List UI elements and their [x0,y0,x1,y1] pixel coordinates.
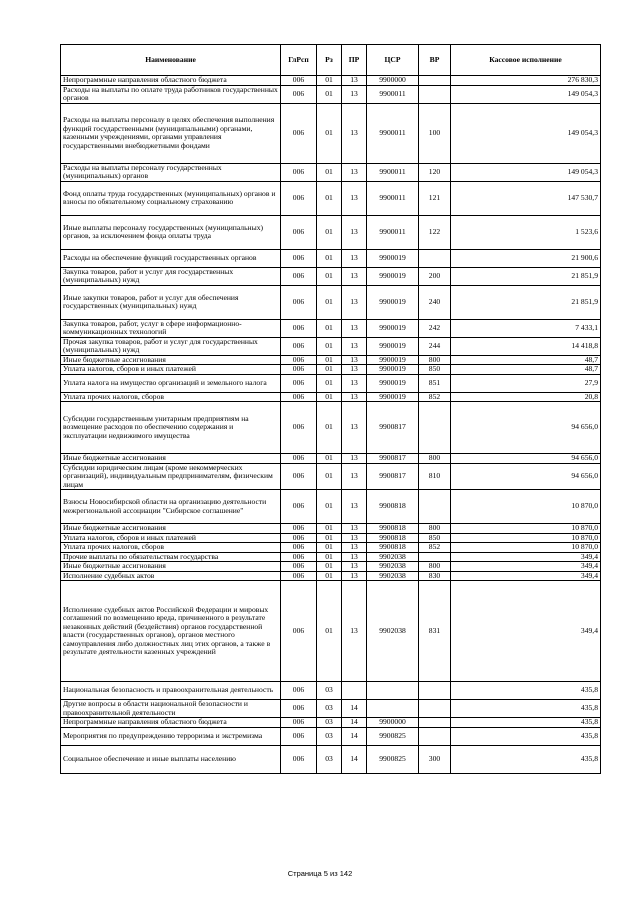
cell-name: Расходы на обеспечение функций государственных органов [61,249,281,267]
header-sum: Кассовое исполнение [451,45,601,76]
cell-sum: 10 870,0 [451,533,601,543]
cell-rz: 01 [317,571,342,581]
cell-sum: 48,7 [451,355,601,365]
cell-sum: 48,7 [451,365,601,375]
table-row [61,543,601,553]
cell-rz: 01 [317,355,342,365]
table-row [61,682,601,700]
cell-name: Исполнение судебных актов Российской Федерации и мировых соглашений по возмещению вреда, причиненного в результате незаконных действий (бездействия) органов государственной власти (государственных органов), органов местного самоуправления либо должностных лиц этих органов, а также в результате деятельности казенных учреждений [61,581,281,682]
cell-vr: 852 [419,543,451,553]
cell-rz: 01 [317,249,342,267]
cell-rz: 01 [317,533,342,543]
cell-vr [419,490,451,524]
cell-vr: 300 [419,745,451,773]
cell-sum: 27,9 [451,374,601,392]
cell-csr: 9900818 [367,533,419,543]
cell-vr: 850 [419,365,451,375]
table-row [61,285,601,319]
cell-vr: 831 [419,581,451,682]
cell-pr: 13 [342,463,367,490]
cell-glrsp: 006 [281,700,317,718]
cell-csr: 9900019 [367,249,419,267]
cell-glrsp: 006 [281,337,317,355]
cell-vr: 121 [419,181,451,215]
cell-sum: 10 870,0 [451,543,601,553]
cell-vr: 852 [419,392,451,402]
cell-pr: 13 [342,76,367,86]
cell-rz: 01 [317,267,342,285]
cell-glrsp: 006 [281,355,317,365]
cell-sum: 349,4 [451,562,601,572]
cell-rz: 01 [317,454,342,464]
cell-pr: 13 [342,392,367,402]
table-row [61,249,601,267]
cell-pr: 13 [342,355,367,365]
cell-rz: 01 [317,552,342,562]
cell-glrsp: 006 [281,524,317,534]
cell-pr: 13 [342,552,367,562]
cell-name: Расходы на выплаты персоналу в целях обеспечения выполнения функций государственными (муниципальными) органами, казенными учреждениями, органами управления государственными внебюджетными фондами [61,103,281,163]
cell-name: Прочие выплаты по обязательствам государства [61,552,281,562]
cell-rz: 01 [317,76,342,86]
cell-glrsp: 006 [281,76,317,86]
cell-glrsp: 006 [281,181,317,215]
cell-csr: 9900019 [367,374,419,392]
table-row [61,718,601,728]
table-row [61,490,601,524]
cell-name: Фонд оплаты труда государственных (муниципальных) органов и взносы по обязательному социальному страхованию [61,181,281,215]
cell-csr: 9900011 [367,85,419,103]
cell-glrsp: 006 [281,571,317,581]
page-footer: Страница 5 из 142 [287,869,353,878]
cell-glrsp: 006 [281,163,317,181]
table-header-row [61,45,601,76]
cell-csr [367,682,419,700]
table-row [61,181,601,215]
cell-sum: 21 900,6 [451,249,601,267]
cell-csr: 9900825 [367,745,419,773]
cell-pr: 13 [342,267,367,285]
cell-csr: 9900019 [367,267,419,285]
cell-glrsp: 006 [281,745,317,773]
cell-sum: 10 870,0 [451,490,601,524]
cell-csr: 9900011 [367,103,419,163]
cell-pr: 13 [342,215,367,249]
cell-csr: 9900000 [367,718,419,728]
cell-name: Уплата прочих налогов, сборов [61,392,281,402]
cell-glrsp: 006 [281,454,317,464]
table-row [61,700,601,718]
cell-glrsp: 006 [281,552,317,562]
cell-name: Иные бюджетные ассигнования [61,524,281,534]
cell-glrsp: 006 [281,463,317,490]
cell-pr: 14 [342,718,367,728]
cell-name: Мероприятия по предупреждению терроризма и экстремизма [61,727,281,745]
cell-vr: 244 [419,337,451,355]
table-row [61,337,601,355]
cell-name: Взносы Новосибирской области на организацию деятельности межрегиональной ассоциации "Сибирское соглашение" [61,490,281,524]
cell-name: Уплата прочих налогов, сборов [61,543,281,553]
cell-glrsp: 006 [281,543,317,553]
cell-rz: 01 [317,365,342,375]
cell-csr: 9900011 [367,163,419,181]
cell-pr: 13 [342,571,367,581]
header-pr: ПР [342,45,367,76]
cell-csr: 9900818 [367,490,419,524]
cell-name: Прочая закупка товаров, работ и услуг для государственных (муниципальных) нужд [61,337,281,355]
table-body [61,76,601,774]
cell-glrsp: 006 [281,319,317,337]
cell-pr: 13 [342,543,367,553]
cell-pr: 14 [342,727,367,745]
cell-csr: 9900818 [367,543,419,553]
cell-vr: 810 [419,463,451,490]
cell-name: Другие вопросы в области национальной безопасности и правоохранительной деятельности [61,700,281,718]
cell-vr: 120 [419,163,451,181]
cell-name: Субсидии юридическим лицам (кроме некоммерческих организаций), индивидуальным предпринимателям, физическим лицам [61,463,281,490]
cell-csr: 9900019 [367,319,419,337]
cell-glrsp: 006 [281,581,317,682]
cell-sum: 435,8 [451,718,601,728]
cell-csr: 9900818 [367,524,419,534]
cell-name: Закупка товаров, работ и услуг для государственных (муниципальных) нужд [61,267,281,285]
cell-sum: 10 870,0 [451,524,601,534]
cell-csr: 9902038 [367,571,419,581]
cell-csr: 9902038 [367,581,419,682]
cell-vr: 240 [419,285,451,319]
cell-csr: 9900019 [367,392,419,402]
cell-sum: 149 054,3 [451,85,601,103]
cell-rz: 01 [317,562,342,572]
table-row [61,463,601,490]
cell-rz: 01 [317,581,342,682]
header-glrsp: ГлРсп [281,45,317,76]
cell-name: Закупка товаров, работ, услуг в сфере информационно-коммуникационных технологий [61,319,281,337]
cell-pr: 13 [342,365,367,375]
cell-rz: 01 [317,463,342,490]
table-row [61,76,601,86]
cell-pr: 14 [342,745,367,773]
cell-name: Социальное обеспечение и иные выплаты населению [61,745,281,773]
cell-csr [367,700,419,718]
cell-sum: 435,8 [451,727,601,745]
cell-rz: 01 [317,374,342,392]
table-row [61,319,601,337]
header-name: Наименование [61,45,281,76]
cell-pr: 13 [342,490,367,524]
cell-pr: 13 [342,285,367,319]
cell-csr: 9900011 [367,181,419,215]
cell-vr: 800 [419,355,451,365]
cell-vr: 850 [419,533,451,543]
cell-sum: 1 523,6 [451,215,601,249]
cell-vr: 100 [419,103,451,163]
cell-glrsp: 006 [281,533,317,543]
cell-csr: 9900817 [367,454,419,464]
cell-rz: 01 [317,490,342,524]
cell-csr: 9900000 [367,76,419,86]
cell-rz: 01 [317,543,342,553]
cell-glrsp: 006 [281,215,317,249]
cell-glrsp: 006 [281,85,317,103]
cell-name: Иные бюджетные ассигнования [61,355,281,365]
table-row [61,727,601,745]
cell-sum: 21 851,9 [451,285,601,319]
cell-vr: 851 [419,374,451,392]
cell-vr: 830 [419,571,451,581]
cell-pr: 13 [342,524,367,534]
cell-glrsp: 006 [281,392,317,402]
cell-glrsp: 006 [281,365,317,375]
cell-name: Иные бюджетные ассигнования [61,562,281,572]
cell-vr: 800 [419,454,451,464]
table-row [61,392,601,402]
cell-glrsp: 006 [281,682,317,700]
cell-name: Расходы на выплаты по оплате труда работников государственных органов [61,85,281,103]
cell-vr [419,700,451,718]
cell-name: Непрограммные направления областного бюджета [61,76,281,86]
cell-glrsp: 006 [281,267,317,285]
cell-rz: 01 [317,524,342,534]
cell-name: Непрограммные направления областного бюджета [61,718,281,728]
cell-pr: 14 [342,700,367,718]
cell-csr: 9900019 [367,365,419,375]
cell-pr: 13 [342,319,367,337]
budget-table [60,44,601,774]
cell-vr [419,402,451,454]
cell-csr: 9902038 [367,552,419,562]
cell-vr [419,76,451,86]
cell-sum: 435,8 [451,745,601,773]
table-row [61,571,601,581]
cell-vr: 800 [419,562,451,572]
cell-glrsp: 006 [281,718,317,728]
cell-pr: 13 [342,581,367,682]
cell-sum: 349,4 [451,571,601,581]
cell-name: Уплата налогов, сборов и иных платежей [61,365,281,375]
cell-sum: 94 656,0 [451,454,601,464]
cell-sum: 7 433,1 [451,319,601,337]
header-vr: ВР [419,45,451,76]
cell-rz: 01 [317,85,342,103]
cell-rz: 01 [317,215,342,249]
cell-glrsp: 006 [281,402,317,454]
table-row [61,454,601,464]
cell-sum: 149 054,3 [451,103,601,163]
cell-rz: 01 [317,319,342,337]
header-csr: ЦСР [367,45,419,76]
table-row [61,402,601,454]
cell-csr: 9900011 [367,215,419,249]
cell-vr: 122 [419,215,451,249]
cell-glrsp: 006 [281,374,317,392]
cell-pr: 13 [342,402,367,454]
table-row [61,365,601,375]
cell-pr: 13 [342,337,367,355]
cell-rz: 03 [317,745,342,773]
cell-pr: 13 [342,454,367,464]
table-row [61,745,601,773]
cell-vr [419,727,451,745]
cell-csr: 9900019 [367,337,419,355]
cell-rz: 03 [317,682,342,700]
cell-vr: 242 [419,319,451,337]
cell-csr: 9900817 [367,402,419,454]
cell-pr: 13 [342,103,367,163]
cell-rz: 03 [317,727,342,745]
cell-name: Субсидии государственным унитарным предприятиям на возмещение расходов по обеспечению содержания и эксплуатации недвижимого имущества [61,402,281,454]
cell-pr: 13 [342,533,367,543]
cell-glrsp: 006 [281,249,317,267]
cell-rz: 01 [317,103,342,163]
cell-name: Иные закупки товаров, работ и услуг для обеспечения государственных (муниципальных) нужд [61,285,281,319]
cell-pr [342,682,367,700]
cell-name: Иные выплаты персоналу государственных (муниципальных) органов, за исключением фонда оплаты труда [61,215,281,249]
cell-vr: 800 [419,524,451,534]
table-row [61,267,601,285]
cell-pr: 13 [342,163,367,181]
cell-glrsp: 006 [281,490,317,524]
table-row [61,103,601,163]
cell-name: Расходы на выплаты персоналу государственных (муниципальных) органов [61,163,281,181]
cell-sum: 20,8 [451,392,601,402]
table-row [61,581,601,682]
cell-pr: 13 [342,181,367,215]
table-row [61,163,601,181]
table-row [61,562,601,572]
cell-sum: 149 054,3 [451,163,601,181]
cell-name: Исполнение судебных актов [61,571,281,581]
cell-csr: 9900817 [367,463,419,490]
cell-name: Иные бюджетные ассигнования [61,454,281,464]
cell-vr: 200 [419,267,451,285]
cell-glrsp: 006 [281,285,317,319]
cell-rz: 03 [317,700,342,718]
cell-name: Национальная безопасность и правоохранительная деятельность [61,682,281,700]
cell-csr: 9900825 [367,727,419,745]
cell-sum: 435,8 [451,682,601,700]
cell-glrsp: 006 [281,103,317,163]
cell-sum: 435,8 [451,700,601,718]
cell-vr [419,85,451,103]
cell-name: Уплата налогов, сборов и иных платежей [61,533,281,543]
cell-sum: 94 656,0 [451,402,601,454]
cell-rz: 01 [317,392,342,402]
cell-csr: 9900019 [367,355,419,365]
cell-sum: 94 656,0 [451,463,601,490]
cell-pr: 13 [342,85,367,103]
cell-csr: 9902038 [367,562,419,572]
cell-sum: 14 418,8 [451,337,601,355]
cell-rz: 01 [317,402,342,454]
cell-pr: 13 [342,374,367,392]
cell-sum: 349,4 [451,552,601,562]
cell-pr: 13 [342,562,367,572]
cell-vr [419,718,451,728]
header-rz: Рз [317,45,342,76]
table-row [61,215,601,249]
cell-rz: 01 [317,181,342,215]
cell-rz: 01 [317,337,342,355]
cell-csr: 9900019 [367,285,419,319]
cell-glrsp: 006 [281,727,317,745]
cell-rz: 01 [317,163,342,181]
cell-name: Уплата налога на имущество организаций и земельного налога [61,374,281,392]
cell-sum: 349,4 [451,581,601,682]
cell-rz: 01 [317,285,342,319]
table-row [61,85,601,103]
cell-sum: 276 830,3 [451,76,601,86]
table-row [61,524,601,534]
cell-rz: 03 [317,718,342,728]
cell-vr [419,249,451,267]
table-row [61,374,601,392]
cell-sum: 147 530,7 [451,181,601,215]
cell-vr [419,682,451,700]
cell-pr: 13 [342,249,367,267]
cell-glrsp: 006 [281,562,317,572]
cell-sum: 21 851,9 [451,267,601,285]
